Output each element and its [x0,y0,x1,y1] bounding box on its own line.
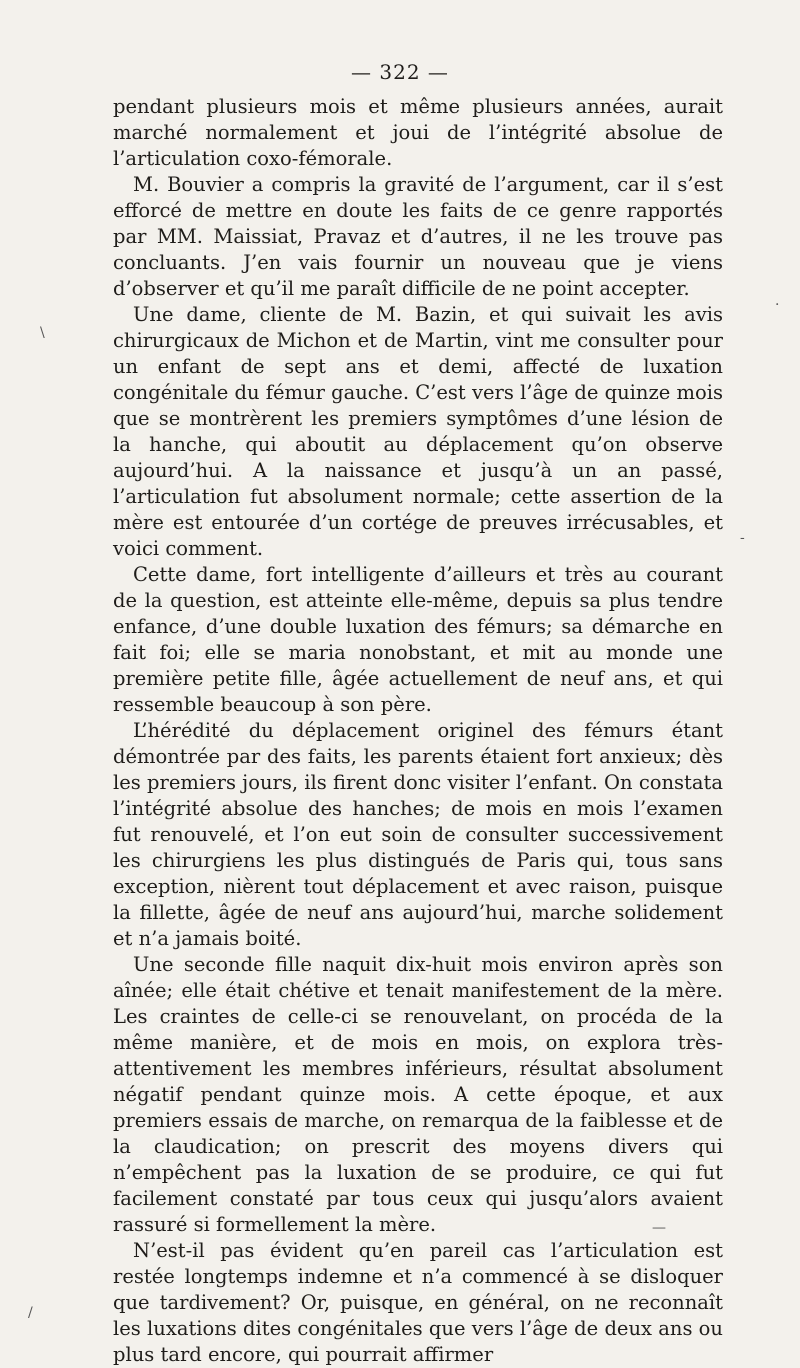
margin-mark: / [28,1305,33,1321]
paragraph: Une seconde fille naquit dix-huit mois environ après son aînée; elle était chétive et tenait manifestement de la mère. Les craintes de celle-ci se renouvelant, on procéda de la même manière, et de mois en mois, on explora très-attentivement les membres inférieurs, résultat absolument négatif pendant quinze mois. A cette époque, et aux premiers essais de marche, on remarqua de la faiblesse et de la claudication; on prescrit des moyens divers qui n’empêchent pas la luxation de se produire, ce qui fut facilement constaté par tous ceux qui jusqu’alors avaient rassuré si formellement la mère. [113,953,723,1236]
margin-mark: — [652,1220,666,1236]
body-text [113,94,723,1368]
paragraph: M. Bouvier a compris la gravité de l’argument, car il s’est efforcé de mettre en doute les faits de ce genre rapportés par MM. Maissiat, Pravaz et d’autres, il ne les trouve pas concluants. J’en vais fournir un nouveau que je viens d’observer et qu’il me paraît difficile de ne point accepter. [113,173,723,300]
paragraph: Cette dame, fort intelligente d’ailleurs et très au courant de la question, est atteinte elle-même, depuis sa plus tendre enfance, d’une double luxation des fémurs; sa démarche en fait foi; elle se maria nonobstant, et mit au monde une première petite fille, âgée actuellement de neuf ans, et qui ressemble beaucoup à son père. [113,563,723,716]
margin-mark: · [775,297,780,313]
page-number: — 322 — [351,60,449,84]
margin-mark: - [740,530,745,546]
paragraph: L’hérédité du déplacement originel des fémurs étant démontrée par des faits, les parents étaient fort anxieux; dès les premiers jours, ils firent donc visiter l’enfant. On constata l’intégrité absolue des hanches; de mois en mois l’examen fut renouvelé, et l’on eut soin de consulter successivement les chirurgiens les plus distingués de Paris qui, tous sans exception, nièrent tout déplacement et avec raison, puisque la fillette, âgée de neuf ans aujourd’hui, marche solidement et n’a jamais boité. [113,719,723,950]
paragraph: Une dame, cliente de M. Bazin, et qui suivait les avis chirurgicaux de Michon et de Martin, vint me consulter pour un enfant de sept ans et demi, affecté de luxation congénitale du fémur gauche. C’est vers l’âge de quinze mois que se montrèrent les premiers symptômes d’une lésion de la hanche, qui aboutit au déplacement qu’on observe aujourd’hui. A la naissance et jusqu’à un an passé, l’articulation fut absolument normale; cette assertion de la mère est entourée d’un cortége de preuves irrécusables, et voici comment. [113,303,723,560]
paragraph: N’est-il pas évident qu’en pareil cas l’articulation est restée longtemps indemne et n’a commencé à se disloquer que tardivement? Or, puisque, en général, on ne reconnaît les luxations dites congénitales que vers l’âge de deux ans ou plus tard encore, qui pourrait affirmer [113,1239,723,1366]
margin-mark: \ [40,325,45,341]
paragraph-continuation: pendant plusieurs mois et même plusieurs années, aurait marché normalement et joui de l’intégrité absolue de l’articulation coxo-fémorale. [113,95,723,170]
